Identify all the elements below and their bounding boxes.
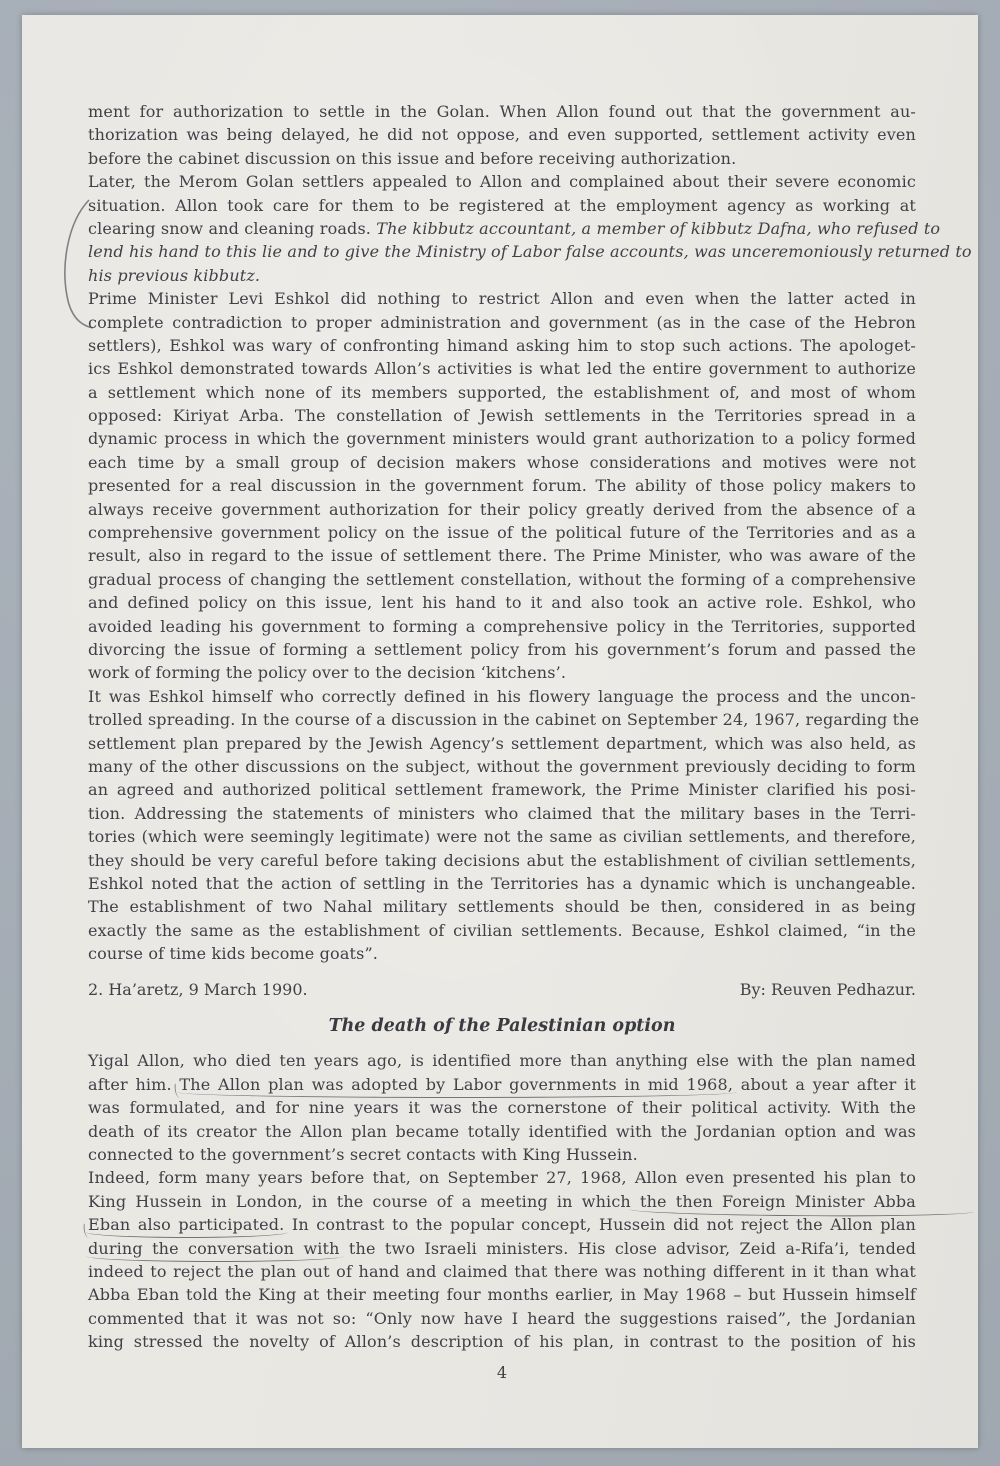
text-line [88,778,916,801]
text-segment: Eshkol noted that the action of settling in the Territories has a dynamic which is unchangeable. [88,873,916,893]
text-segment: thorization was being delayed, he did not oppose, and even supported, settlement activity even [88,125,916,145]
text-segment: was formulated, and for nine years it was the cornerstone of their political activity. With the [88,1098,916,1118]
source-citation: 2. Ha’aretz, 9 March 1990. [88,980,308,1000]
text-segment: situation. Allon took care for them to be registered at the employment agency as working at [88,195,916,215]
text-line [88,1049,916,1072]
document-page [22,15,978,1448]
text-line [88,802,916,825]
article-1-body [88,100,972,965]
text-line [88,919,916,942]
italic-text-segment: lend his hand to this lie and to give the Ministry of Labor false accounts, was unceremoniously returned to [88,242,972,262]
text-segment: many of the other discussions on the subject, without the government previously deciding to form [88,756,916,776]
text-segment: Abba Eban told the King at their meeting four months earlier, in May 1968 – but Hussein himself [88,1285,916,1305]
text-segment: connected to the government’s secret contacts with King Hussein. [88,1145,638,1165]
text-segment: King Hussein in London, in the course of a meeting in which [88,1191,631,1211]
text-line [88,1190,916,1213]
hand-underlined-text-segment: Eban also participated. [88,1215,285,1235]
text-segment: tories (which were seemingly legitimate) were not the same as civilian settlements, and therefore, [88,827,916,847]
text-segment: before the cabinet discussion on this issue and before receiving authorization. [88,148,737,168]
italic-text-segment: The kibbutz accountant, a member of kibbutz Dafna, who refused to [376,218,941,238]
text-line [88,474,916,497]
text-segment: comprehensive government policy on the issue of the political future of the Territories and as a [88,523,916,543]
text-segment: divorcing the issue of forming a settlement policy from his government’s forum and passed the [88,639,916,659]
byline-row [88,980,916,999]
text-segment: presented for a real discussion in the government forum. The ability of those policy makers to [88,476,916,496]
text-segment: avoided leading his government to forming a comprehensive policy in the Territories, supported [88,616,916,636]
text-line [88,381,916,404]
text-line [88,638,916,661]
text-segment: dynamic process in which the government ministers would grant authorization to a policy formed [88,429,916,449]
text-segment: In contrast to the popular concept, Hussein did not reject the Allon plan [284,1215,917,1235]
text-segment: Later, the Merom Golan settlers appealed to Allon and complained about their severe economic [88,172,916,192]
text-segment: course of time kids become goats”. [88,944,379,964]
text-line [88,1213,916,1236]
text-segment: each time by a small group of decision makers whose considerations and motives were not [88,452,916,472]
page-number: 4 [496,1362,508,1382]
text-line [88,1120,916,1143]
hand-underlined-text-segment: the then Foreign Minister Abba [630,1191,916,1211]
text-segment: opposed: Kiriyat Arba. The constellation of Jewish settlements in the Territories spread in a [88,406,916,426]
text-segment: settlers), Eshkol was wary of confronting himand asking him to stop such actions. The apologet- [88,335,916,355]
text-line [88,1330,916,1353]
text-segment: clearing snow and cleaning roads. [88,218,377,238]
text-line [88,1143,916,1166]
text-segment: and defined policy on this issue, lent his hand to it and also took an active role. Eshkol, who [88,593,916,613]
text-segment: It was Eshkol himself who correctly defined in his flowery language the process and the uncon- [88,686,916,706]
text-segment: The establishment of two Nahal military settlements should be then, considered in as being [88,897,916,917]
text-segment: trolled spreading. In the course of a discussion in the cabinet on September 24, 1967, regarding the [88,710,920,730]
text-line [88,849,916,872]
text-segment: settlement plan prepared by the Jewish Agency’s settlement department, which was also held, as [88,733,916,753]
text-segment: Yigal Allon, who died ten years ago, is identified more than anything else with the plan named [88,1051,916,1071]
text-segment: tion. Addressing the statements of ministers who claimed that the military bases in the Terri- [88,803,916,823]
text-line [88,1073,916,1096]
hand-underlined-text-segment: during the conversation with [88,1238,340,1258]
text-line [88,521,916,544]
text-line [88,825,916,848]
text-line [88,1166,916,1189]
text-segment: the two Israeli ministers. His close advisor, Zeid a-Rifa’i, tended [339,1238,917,1258]
text-line [88,100,916,123]
text-line [88,240,972,263]
text-line [88,194,916,217]
page-content [88,100,972,1382]
text-line [88,451,916,474]
text-segment: king stressed the novelty of Allon’s description of his plan, in contrast to the position of his [88,1332,916,1352]
text-line [88,732,916,755]
text-line [88,311,916,334]
text-line [88,264,916,287]
text-line [88,334,916,357]
text-line [88,1096,916,1119]
text-line [88,498,916,521]
text-line [88,1260,916,1283]
text-line [88,404,916,427]
text-line [88,872,916,895]
hand-underlined-text-segment: The Allon plan was adopted by Labor governments in mid 1968, [179,1074,734,1094]
italic-text-segment: his previous kibbutz. [88,265,261,285]
text-segment: death of its creator the Allon plan became totally identified with the Jordanian option and was [88,1121,916,1141]
text-line [88,708,920,731]
section-heading: The death of the Palestinian option [328,1016,676,1037]
text-line [88,544,916,567]
text-segment: gradual process of changing the settlement constellation, without the forming of a comprehensive [88,569,916,589]
text-segment: ment for authorization to settle in the Golan. When Allon found out that the government au- [88,102,916,121]
text-segment: always receive government authorization for their policy greatly derived from the absence of a [88,499,916,519]
text-line [88,170,916,193]
text-line [88,357,916,380]
text-line [88,942,916,965]
text-line [88,685,916,708]
text-line [88,615,916,638]
text-segment: Prime Minister Levi Eshkol did nothing to restrict Allon and even when the latter acted in [88,289,916,309]
text-line [88,591,916,614]
text-segment: result, also in regard to the issue of settlement there. The Prime Minister, who was aware of the [88,546,916,566]
text-line [88,287,916,310]
text-line [88,123,916,146]
text-segment: ics Eshkol demonstrated towards Allon’s activities is what led the entire government to authorize [88,359,916,379]
text-segment: commented that it was not so: “Only now have I heard the suggestions raised”, the Jordanian [88,1308,916,1328]
text-segment: Indeed, form many years before that, on September 27, 1968, Allon even presented his plan to [88,1168,916,1188]
text-segment: after him. [88,1074,180,1094]
text-segment: an agreed and authorized political settlement framework, the Prime Minister clarified his posi- [88,780,916,800]
text-segment: work of forming the policy over to the decision ‘kitchens’. [88,663,567,683]
text-line [88,1307,916,1330]
text-segment: a settlement which none of its members supported, the establishment of, and most of whom [88,382,916,402]
text-line [88,1283,916,1306]
text-segment: they should be very careful before taking decisions abut the establishment of civilian settlements, [88,850,916,870]
text-line [88,147,916,170]
text-line [88,217,941,240]
text-line [88,755,916,778]
text-segment: about a year after it [733,1074,917,1094]
text-line [88,568,916,591]
text-segment: complete contradiction to proper administration and government (as in the case of the Hebron [88,312,916,332]
text-line [88,895,916,918]
author-byline: By: Reuven Pedhazur. [739,980,916,1000]
text-segment: indeed to reject the plan out of hand and claimed that there was nothing different in it than what [88,1261,916,1281]
text-segment: exactly the same as the establishment of civilian settlements. Because, Eshkol claimed, “in the [88,920,916,940]
text-line [88,427,916,450]
article-2-body [88,1049,916,1353]
text-line [88,661,916,684]
text-line [88,1237,916,1260]
